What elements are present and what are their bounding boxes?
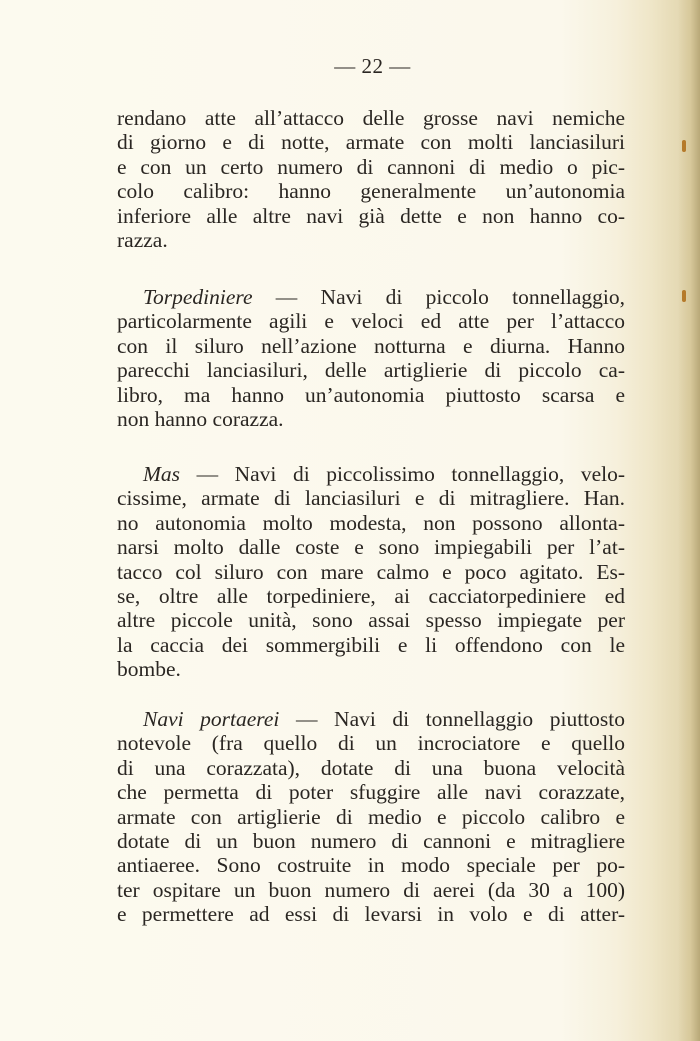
text-line: con il siluro nell’azione notturna e diurna. Hanno <box>117 333 625 358</box>
text-line: narsi molto dalle coste e sono impiegabili per l’at- <box>117 535 625 560</box>
text-line: di una corazzata), dotate di una buona velocità <box>117 755 625 780</box>
page-number: — 22 — <box>334 54 411 78</box>
text-fragment: — Navi di piccolo tonnellaggio, <box>252 285 625 309</box>
text-line: particolarmente agili e veloci ed atte per l’attacco <box>117 309 625 334</box>
text-line: notevole (fra quello di un incrociatore e quello <box>117 731 625 756</box>
text-line: libro, ma hanno un’autonomia piuttosto scarsa e <box>117 382 625 407</box>
text-line: no autonomia molto modesta, non possono allonta- <box>117 510 625 535</box>
term-heading: Torpediniere <box>143 285 253 309</box>
paragraph-navi-portaerei <box>117 707 625 927</box>
text-line: dotate di un buon numero di cannoni e mitragliere <box>117 829 625 854</box>
text-line: che permetta di poter sfuggire alle navi corazzate, <box>117 780 625 805</box>
book-spine-edge <box>678 0 700 1041</box>
text-line: altre piccole unità, sono assai spesso impiegate per <box>117 608 625 633</box>
text-line-first <box>117 285 625 309</box>
text-line: non hanno corazza. <box>117 407 284 432</box>
paragraph-mas <box>117 462 625 682</box>
spine-mark <box>682 290 686 302</box>
text-line: rendano atte all’attacco delle grosse navi nemiche <box>117 106 625 130</box>
text-line: razza. <box>117 228 168 253</box>
paragraph-torpediniere <box>117 285 625 431</box>
spine-mark <box>682 140 686 152</box>
text-line: antiaeree. Sono costruite in modo speciale per po- <box>117 853 625 878</box>
term-heading: Navi portaerei <box>143 707 280 731</box>
text-line-first <box>117 462 625 486</box>
text-line: armate con artiglierie di medio e piccolo calibro e <box>117 804 625 829</box>
text-line: e permettere ad essi di levarsi in volo e di atter- <box>117 902 625 927</box>
text-line: inferiore alle altre navi già dette e non hanno co- <box>117 203 625 228</box>
text-line: di giorno e di notte, armate con molti lanciasiluri <box>117 130 625 155</box>
text-line-first <box>117 707 625 731</box>
paragraph-continuation <box>117 106 625 252</box>
term-heading: Mas <box>143 462 181 486</box>
text-line: ter ospitare un buon numero di aerei (da 30 a 100) <box>117 877 625 902</box>
text-line: colo calibro: hanno generalmente un’autonomia <box>117 179 625 204</box>
text-line: se, oltre alle torpediniere, ai cacciatorpediniere ed <box>117 584 625 609</box>
text-fragment: — Navi di piccolissimo tonnellaggio, velo- <box>180 462 625 486</box>
text-line: bombe. <box>117 657 181 682</box>
text-line: cissime, armate di lanciasiluri e di mitragliere. Han. <box>117 486 625 511</box>
text-fragment: — Navi di tonnellaggio piuttosto <box>279 707 626 731</box>
text-line: tacco col siluro con mare calmo e poco agitato. Es- <box>117 559 625 584</box>
text-line: e con un certo numero di cannoni di medio o pic- <box>117 154 625 179</box>
text-line: parecchi lanciasiluri, delle artiglierie di piccolo ca- <box>117 358 625 383</box>
text-line: la caccia dei sommergibili e li offendono con le <box>117 632 625 657</box>
